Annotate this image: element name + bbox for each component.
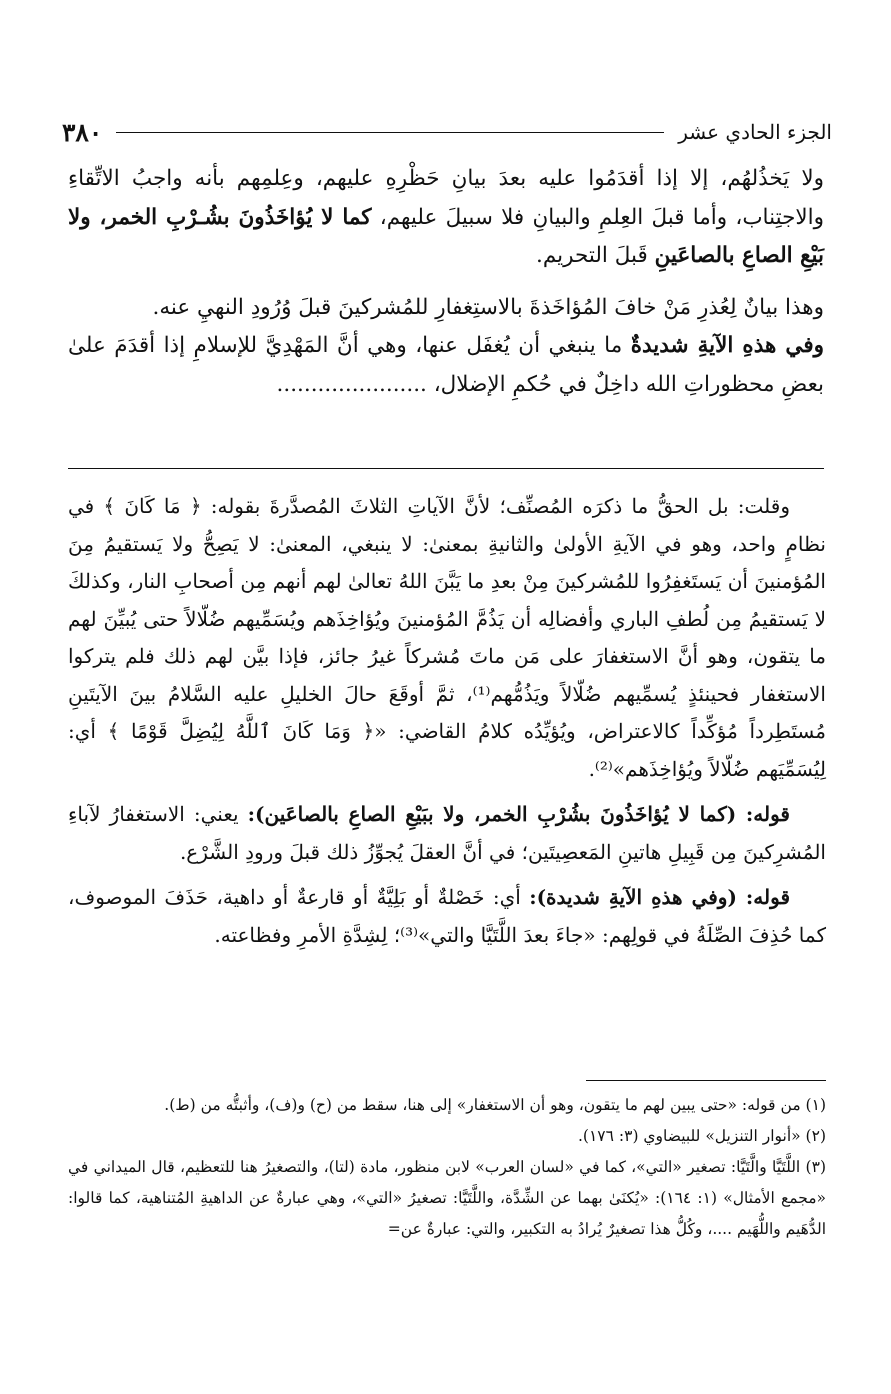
main-p1-bold: كما لا يُؤاخَذُونَ بشُـرْبِ الخمر، ولا بَيْعِ الصاعِ بالصاعَينِ	[68, 204, 824, 268]
commentary-p3-text: أي: خَصْلةٌ أو بَلِيَّةٌ أو قارعةٌ أو داهية، حَذَفَ الموصوف، كما حُذِفَ الصِّلَةُ في قولِهم: «جاءَ بعدَ اللَّتَيَّا والتي»⁽³⁾؛ لِشِدَّةِ الأمرِ وفظاعته.	[68, 885, 826, 947]
commentary	[68, 488, 826, 962]
commentary-p2-text: يعني: الاستغفارُ لآباءِ المُشرِكينَ مِن قَبِيلِ هاتينِ المَعصِيتَين؛ في أنَّ العقلَ يُجوِّزُ ذلك قبلَ ورودِ الشَّرْع.	[68, 802, 826, 864]
main-paragraph-3	[68, 327, 824, 404]
main-paragraph-1	[68, 160, 824, 276]
main-text	[68, 160, 824, 404]
main-p1-text: ولا يَخذُلهُم، إلا إذا أقدَمُوا عليه بعدَ بيانِ حَظْرِهِ عليهم، وعِلمِهم بأنه واجبُ الاتِّقاءِ والاجتِناب، وأما قبلَ العِلمِ والبيانِ فلا سبيلَ عليهم،	[68, 166, 824, 230]
commentary-paragraph-1: وقلت: بل الحقُّ ما ذكرَه المُصنِّف؛ لأنَّ الآياتِ الثلاثَ المُصدَّرةَ بقوله: ﴿ مَا كَانَ ﴾ في نظامٍ واحد، وهو في الآيةِ الأولىٰ والثانيةِ بمعنىٰ: لا ينبغي، المعنىٰ: لا يَصِحُّ ولا يَستقيمُ مِنَ المُؤمنينَ أن يَستَغفِرُوا للمُشركينَ مِنْ بعدِ ما يَبَّنَ اللهُ تعالىٰ لهم أنهم مِن أصحابِ النار، وكذلكَ لا يَستقيمُ مِن لُطفِ الباري وأفضالِه أن يَذُمَّ المُؤمنينَ ويُؤاخِذَهم ويُسَمِّيهم ضُلّالاً حتى يُبيِّنَ لهم ما يتقون، وهو أنَّ الاستغفارَ على مَن ماتَ مُشركاً غيرُ جائز، فإذا بيَّن لهم ذلك فلم يتركوا الاستغفار فحينئذٍ يُسمِّيهم ضُلّالاً ويَذُمُّهم⁽¹⁾، ثمَّ أوقَعَ حالَ الخليلِ عليه السَّلامُ بينَ الآيتَينِ مُستَطِرداً مُؤكِّداً كالاعتراض، ويُؤيِّدُه كلامُ القاضي: «﴿ وَمَا كَانَ ٱللَّهُ لِيُضِلَّ قَوْمًا ﴾ أي: لِيُسَمِّيَهم ضُلّالاً ويُؤاخِذَهم»⁽²⁾.	[68, 494, 826, 781]
main-paragraph-2: وهذا بيانٌ لِعُذرِ مَنْ خافَ المُؤاخَذةَ بالاستِغفارِ للمُشركينَ قبلَ وُرُودِ النهيِ عنه.	[152, 294, 824, 320]
running-title: الجزء الحادي عشر	[678, 120, 832, 144]
commentary-p2-label: قوله: (كما لا يُؤاخَذُونَ بشُرْبِ الخمر، ولا ببَيْعِ الصاعِ بالصاعَين):	[247, 802, 790, 826]
footnote-1: (١) من قوله: «حتى يبين لهم ما يتقون، وهو أن الاستغفار» إلى هنا، سقط من (ح) و(ف)، وأثبتُّه من (ط).	[164, 1096, 826, 1114]
commentary-p3-label: قوله: (وفي هذهِ الآيةِ شديدة):	[529, 885, 790, 909]
section-divider	[68, 468, 824, 469]
footnotes	[68, 1090, 826, 1245]
main-p3-bold: وفي هذهِ الآيةِ شديدةٌ	[630, 333, 824, 358]
footnote-2: (٢) «أنوار التنزيل» للبيضاوي (٣: ١٧٦).	[577, 1127, 826, 1145]
footnote-rule	[586, 1080, 826, 1081]
footnote-3: (٣) اللَّتَيَّا والَّتَيَّا: تصغير «التي»، كما في «لسان العرب» لابن منظور، مادة (لتا)، والتصغيرُ هنا للتعظيم، قال الميداني في «مجمع الأمثال» (١: ١٦٤): «يُكنَىٰ بهما عن الشِّدَّة، واللَّتَيَّا: تصغيرُ «التي»، وهي عبارةٌ عن الداهيةِ المُتناهية، كما قالوا: الدُّهَيم واللُّهَيم ....، وكُلُّ هذا تصغيرٌ يُرادُ به التكبير، والتي: عبارةٌ عن=	[68, 1158, 826, 1238]
main-p1-end: قَبلَ التحريم.	[535, 243, 655, 268]
main-p3-text: ما ينبغي أن يُغفَل عنها، وهي أنَّ المَهْدِيَّ للإسلامِ إذا أقدَمَ علىٰ بعضِ محظوراتِ الله داخِلٌ في حُكمِ الإضلال، ......................	[68, 333, 824, 397]
commentary-paragraph-2	[68, 796, 826, 871]
page-number: ٣٨٠	[62, 117, 103, 147]
header-rule	[116, 132, 664, 133]
page-header	[62, 112, 832, 152]
commentary-paragraph-3	[68, 879, 826, 954]
